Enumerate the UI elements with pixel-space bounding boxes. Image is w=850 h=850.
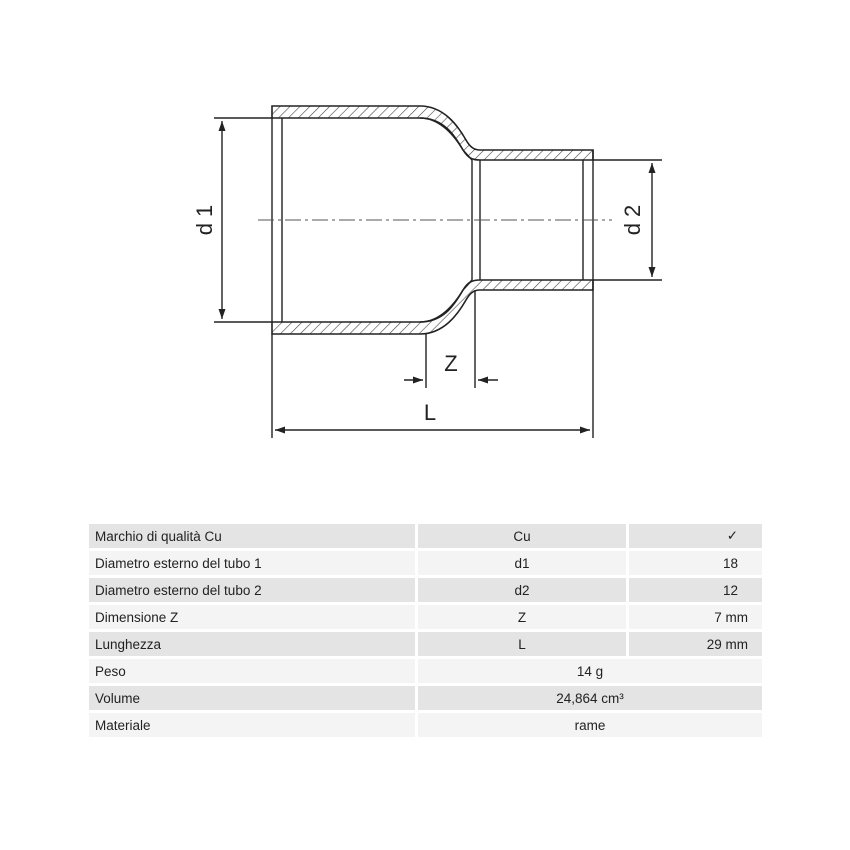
table-row (89, 713, 762, 737)
row-value: 14 g (418, 659, 762, 683)
row-label: Diametro esterno del tubo 2 (89, 578, 418, 602)
row-label: Marchio di qualità Cu (89, 524, 418, 548)
table-row (89, 659, 762, 683)
row-label: Peso (89, 659, 418, 683)
top-wall (272, 106, 593, 160)
row-label: Dimensione Z (89, 605, 418, 629)
table-row (89, 524, 762, 548)
z-label: Z (444, 351, 458, 376)
row-symbol: d2 (418, 578, 629, 602)
table-row (89, 686, 762, 710)
row-value: rame (418, 713, 762, 737)
row-value: 7 mm (629, 605, 762, 629)
row-value: 12 (629, 578, 762, 602)
row-value: ✓ (629, 524, 762, 548)
row-value: 24,864 cm³ (418, 686, 762, 710)
row-label: Lunghezza (89, 632, 418, 656)
spec-table (89, 521, 762, 740)
table-row (89, 605, 762, 629)
d1-label: d 1 (192, 204, 217, 236)
bottom-wall (272, 280, 593, 334)
row-label: Volume (89, 686, 418, 710)
row-symbol: L (418, 632, 629, 656)
row-symbol: d1 (418, 551, 629, 575)
row-label: Diametro esterno del tubo 1 (89, 551, 418, 575)
row-value: 18 (629, 551, 762, 575)
row-value: 29 mm (629, 632, 762, 656)
row-symbol: Cu (418, 524, 629, 548)
l-label: L (423, 400, 437, 425)
row-symbol: Z (418, 605, 629, 629)
table-row (89, 578, 762, 602)
table-row (89, 632, 762, 656)
table-row (89, 551, 762, 575)
d2-label: d 2 (620, 204, 645, 236)
row-label: Materiale (89, 713, 418, 737)
